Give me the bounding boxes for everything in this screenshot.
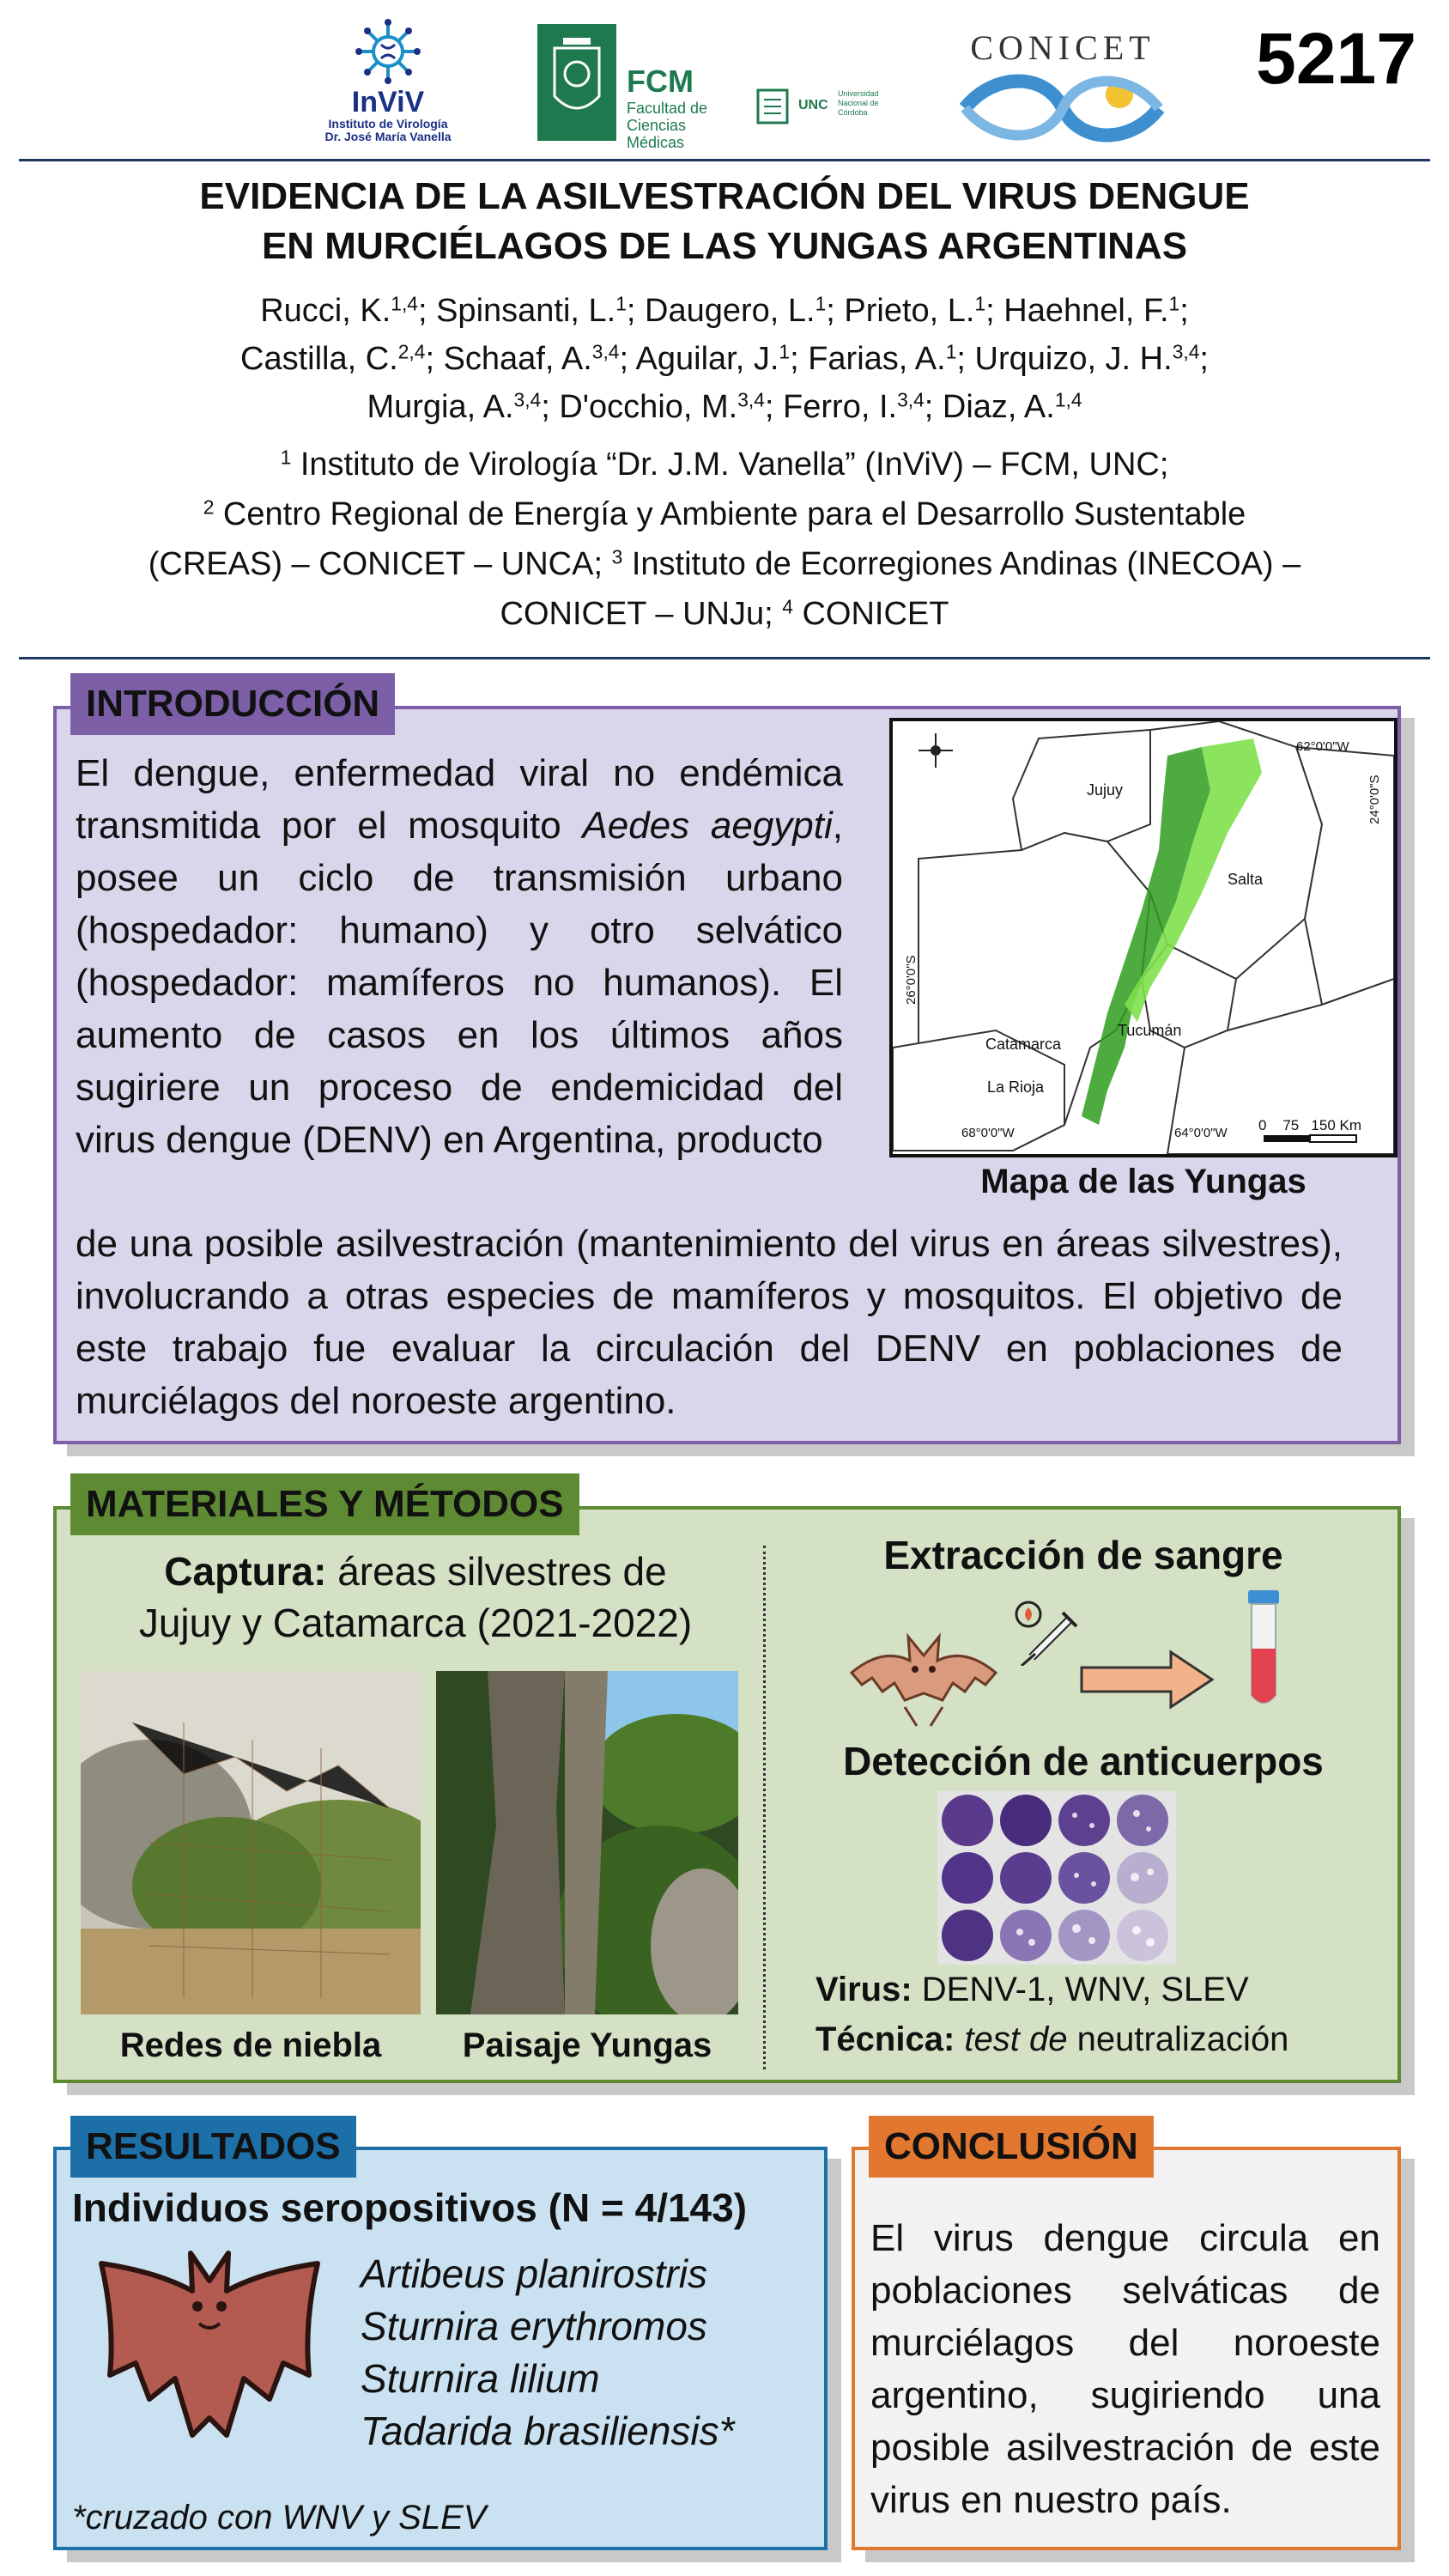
map-label-lon64: 64°0'0"W (1174, 1126, 1228, 1140)
photo-mist-nets (81, 1671, 421, 2014)
intro-paragraph-bottom: de una posible asilvestración (mantenimiento del virus en áreas silvestres), involucrando a otras especies de mamíferos y mosquitos. El objetivo de este trabajo fue evaluar la circulación del DENV en poblaciones de murciélagos del noroeste argentino. (76, 1223, 1343, 1422)
yungas-photo (436, 1671, 738, 2014)
affiliation-line-4: CONICET – UNJu; $^4$ CONICET (500, 595, 949, 632)
fcm-name: FCM (627, 64, 694, 99)
plate-wells-graphic (937, 1791, 1176, 1965)
results-heading: RESULTADOS (70, 2116, 356, 2178)
unc-label: UNC (798, 98, 828, 112)
photo-yungas-caption: Paisaje Yungas (462, 2026, 712, 2064)
map-label-larioja: La Rioja (987, 1078, 1045, 1096)
poster-code: 5217 (1256, 18, 1416, 99)
technique: Técnica: test de neutralización (815, 2020, 1289, 2058)
map-caption: Mapa de las Yungas (980, 1163, 1307, 1200)
seropositive-title: Individuos seropositivos (N = 4/143) (72, 2185, 748, 2230)
conicet-logo (960, 24, 1166, 144)
bat-silhouette-icon (89, 2246, 330, 2461)
results-footnote: *cruzado con WNV y SLEV (72, 2499, 487, 2537)
species-item: Sturnira erythromos (361, 2304, 707, 2348)
infinity-sun-icon (960, 72, 1166, 144)
methods-heading: MATERIALES Y MÉTODOS (70, 1473, 579, 1535)
species-list (361, 2248, 735, 2458)
affiliation-line-1: $^1$ Instituto de Virología “Dr. J.M. Vanella” (InViV) – FCM, UNC; (280, 446, 1169, 483)
authors-line-2: Castilla, C.$^{2,4}$; Schaaf, A.$^{3,4}$; Aguilar, J.$^1$; Farias, A.$^1$; Urquizo, J. H.$^{3,4}$; (240, 340, 1209, 377)
map-label-lon68: 68°0'0"W (961, 1126, 1015, 1140)
intro-heading: INTRODUCCIÓN (70, 673, 395, 735)
blood-extraction-title: Extracción de sangre (883, 1533, 1283, 1577)
map-label-salta: Salta (1228, 871, 1264, 888)
map-label-catamarca: Catamarca (985, 1036, 1062, 1053)
blood-tube-icon (1243, 1589, 1284, 1712)
title-divider (19, 657, 1430, 659)
map-label-jujuy: Jujuy (1087, 781, 1124, 799)
authors (34, 287, 1415, 431)
map-label-lat26: 26°0'0"S (904, 955, 919, 1005)
map-scale-bar (1264, 1135, 1356, 1142)
arrow-right-icon (1078, 1649, 1216, 1710)
mist-net-photo (81, 1671, 421, 2014)
crest-icon (537, 24, 616, 141)
fcm-emblem (537, 24, 616, 141)
inviv-subtitle: Instituto de Virología Dr. José María Vanella (324, 117, 452, 143)
bat-icon (848, 1630, 999, 1731)
species-item: Sturnira lilium (361, 2356, 600, 2401)
methods-divider (763, 1546, 766, 2069)
conicet-wordmark: CONICET (970, 28, 1155, 67)
unc-subtitle: Universidad Nacional de Córdoba (838, 89, 879, 117)
intro-species-italic: Aedes aegypti (582, 805, 833, 847)
authors-line-3: Murgia, A.$^{3,4}$; D'occhio, M.$^{3,4}$; Ferro, I.$^{3,4}$; Diaz, A.$^{1,4}$ (367, 388, 1082, 425)
header-divider (19, 159, 1430, 161)
map-label-lon62: 62°0'0"W (1296, 739, 1349, 754)
poster-title: EVIDENCIA DE LA ASILVESTRACIÓN DEL VIRUS DENGUE EN MURCIÉLAGOS DE LAS YUNGAS ARGENTINAS (199, 175, 1250, 267)
conclusion-text: El virus dengue circula en poblaciones selváticas de murciélagos del noroeste argentino, sugiriendo una posible asilvestración de este virus en nuestro país. (870, 2217, 1380, 2521)
antibody-detection-title: Detección de anticuerpos (843, 1739, 1324, 1783)
inviv-logo (311, 19, 465, 143)
map-label-lat24: 24°0'0"S (1367, 775, 1382, 824)
species-item: Artibeus planirostris (361, 2251, 707, 2296)
affiliation-line-2: $^2$ Centro Regional de Energía y Ambiente para el Desarrollo Sustentable (203, 495, 1246, 532)
map-scale-label: 0 75 150 Km (1258, 1117, 1362, 1133)
unc-logo (755, 88, 893, 125)
syringe-icon (1009, 1597, 1078, 1666)
photo-yungas (436, 1671, 738, 2014)
photo-mist-nets-caption: Redes de niebla (119, 2026, 382, 2064)
virus-list: Virus: DENV-1, WNV, SLEV (815, 1971, 1249, 2008)
neutralization-plate (937, 1791, 1176, 1965)
unc-crest-icon (755, 88, 790, 125)
capture-description: Captura: áreas silvestres de Jujuy y Catamarca (2021-2022) (138, 1549, 693, 1645)
affiliations (34, 440, 1415, 639)
map-label-tucuman: Tucumán (1118, 1022, 1182, 1039)
inviv-virus-icon (355, 19, 421, 84)
yungas-map-graphic (893, 721, 1394, 1154)
inviv-name: InViV (351, 86, 425, 118)
authors-line-1: Rucci, K.$^{1,4}$; Spinsanti, L.$^1$; Daugero, L.$^1$; Prieto, L.$^1$; Haehnel, F.$^1$; (260, 292, 1189, 329)
affiliation-line-3: (CREAS) – CONICET – UNCA; $^3$ Instituto de Ecorregiones Andinas (INECOA) – (148, 545, 1301, 582)
fcm-subtitle: Facultad de Ciencias Médicas (627, 100, 708, 151)
intro-paragraph-top: El dengue, enfermedad viral no endémica transmitida por el mosquito Aedes aegypti, posee un ciclo de transmisión urbano (hospedador: humano) y otro selvático (hospedador: mamíferos no humanos). El aumento de casos en los últimos años sugiriere un proceso de endemicidad del virus dengue (DENV) en Argentina, producto (76, 752, 843, 1161)
fcm-logo (537, 24, 889, 151)
conclusion-heading: CONCLUSIÓN (869, 2116, 1154, 2178)
yungas-map (889, 718, 1397, 1157)
species-item: Tadarida brasiliensis* (361, 2409, 735, 2453)
